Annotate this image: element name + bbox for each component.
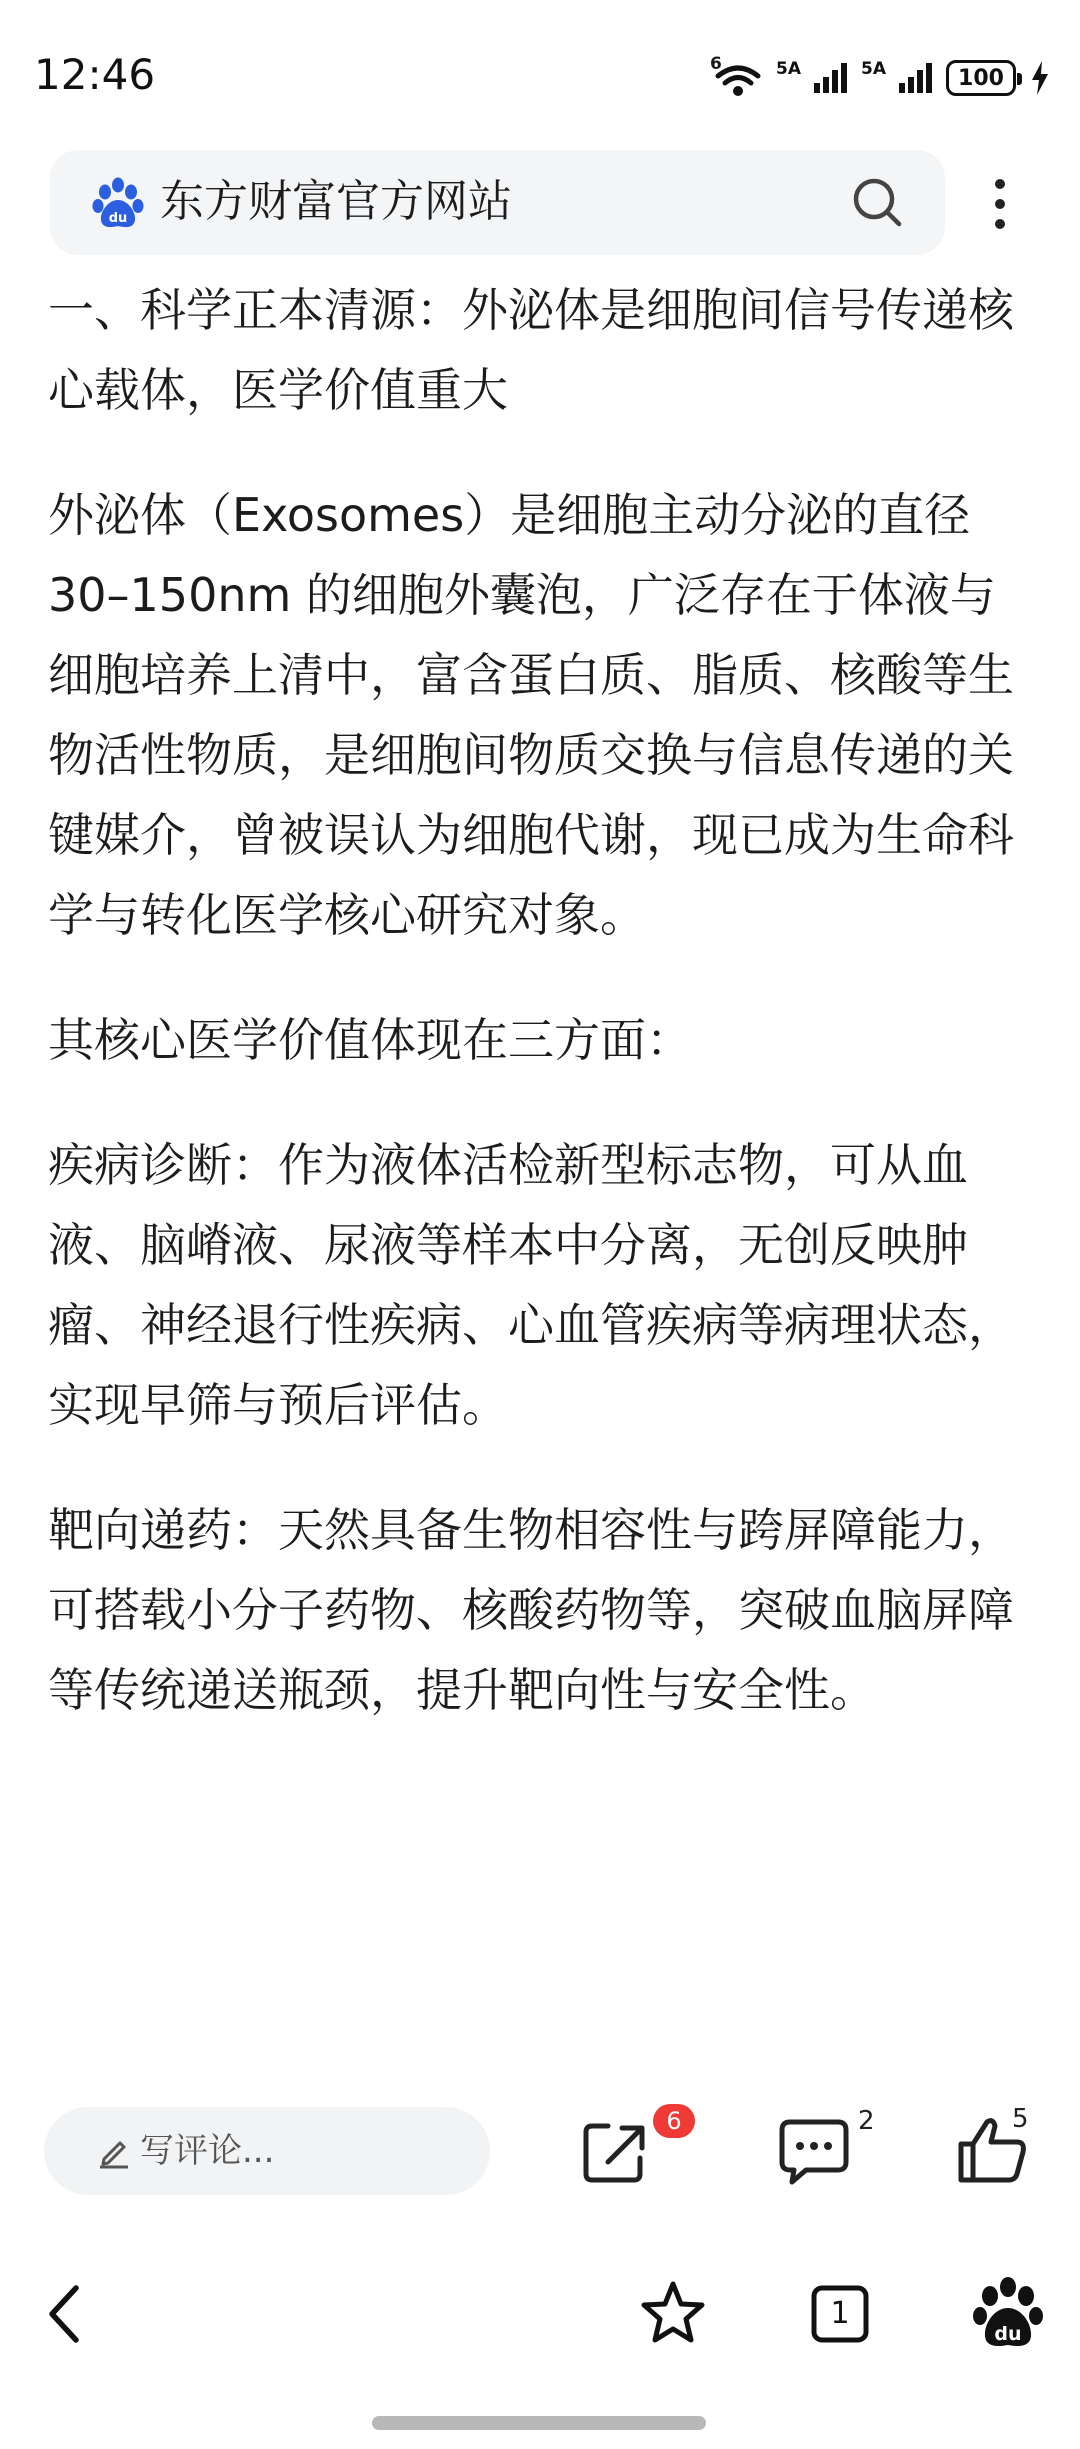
battery-icon xyxy=(946,60,1016,96)
comments-button[interactable] xyxy=(776,2112,852,2188)
pen-icon xyxy=(96,2133,132,2169)
wifi-label: 6 xyxy=(710,54,722,74)
article-body xyxy=(48,270,1038,1775)
like-count: 5 xyxy=(1012,2104,1029,2134)
status-icons xyxy=(710,54,1050,98)
back-button[interactable] xyxy=(28,2274,108,2354)
article-paragraph: 疾病诊断：作为液体活检新型标志物，可从血液、脑嵴液、尿液等样本中分离，无创反映肿瘤、神经退行性疾病、心血管疾病等病理状态，实现早筛与预后评估。 xyxy=(48,1138,1014,1432)
baidu-logo-icon xyxy=(968,2274,1048,2354)
article-paragraph: 其核心医学价值体现在三方面： xyxy=(48,1013,692,1067)
search-box[interactable] xyxy=(50,150,945,255)
svg-text:du: du xyxy=(108,211,128,226)
baidu-home-button[interactable] xyxy=(968,2274,1048,2354)
status-time: 12:46 xyxy=(34,50,156,99)
action-bar xyxy=(0,2092,1080,2202)
status-bar xyxy=(0,0,1080,150)
top-bar xyxy=(0,150,1080,260)
tabs-button[interactable] xyxy=(800,2274,880,2354)
article-paragraph: 外泌体（Exosomes）是细胞主动分泌的直径 30–150nm 的细胞外囊泡，广泛存在于体液与细胞培养上清中，富含蛋白质、脂质、核酸等生物活性物质，是细胞间物质交换与信息传递的关键媒介，曾被误认为细胞代谢，现已成为生命科学与转化医学核心研究对象。 xyxy=(48,488,1014,942)
comment-placeholder: 写评论... xyxy=(140,2131,275,2171)
home-indicator[interactable] xyxy=(372,2416,706,2430)
search-icon[interactable] xyxy=(849,174,905,230)
more-vertical-icon[interactable] xyxy=(980,172,1020,236)
search-title: 东方财富官方网站 xyxy=(160,176,512,227)
signal-1-icon xyxy=(776,59,847,93)
article-heading: 一、科学正本清源：外泌体是细胞间信号传递核心载体，医学价值重大 xyxy=(48,283,1014,417)
article-paragraph: 靶向递药：天然具备生物相容性与跨屏障能力，可搭载小分子药物、核酸药物等，突破血脑屏障等传统递送瓶颈，提升靶向性与安全性。 xyxy=(48,1503,1014,1717)
tab-count: 1 xyxy=(830,2296,850,2331)
comment-icon xyxy=(776,2112,852,2188)
svg-text:du: du xyxy=(994,2323,1022,2345)
signal-2-icon xyxy=(861,59,932,93)
star-icon xyxy=(633,2274,713,2354)
battery-level: 100 xyxy=(958,65,1004,91)
back-arrow-icon xyxy=(28,2274,108,2354)
share-button[interactable] xyxy=(578,2112,654,2188)
baidu-paw-icon xyxy=(90,176,146,232)
charging-bolt-icon xyxy=(1030,61,1050,95)
favorite-button[interactable] xyxy=(633,2274,713,2354)
share-icon xyxy=(578,2112,654,2188)
share-badge: 6 xyxy=(653,2104,695,2138)
signal-2-label: 5A xyxy=(861,59,886,79)
bottom-nav xyxy=(0,2260,1080,2370)
comment-count: 2 xyxy=(858,2106,875,2136)
comment-input[interactable] xyxy=(44,2107,490,2195)
signal-1-label: 5A xyxy=(776,59,801,79)
wifi-icon xyxy=(710,54,762,98)
